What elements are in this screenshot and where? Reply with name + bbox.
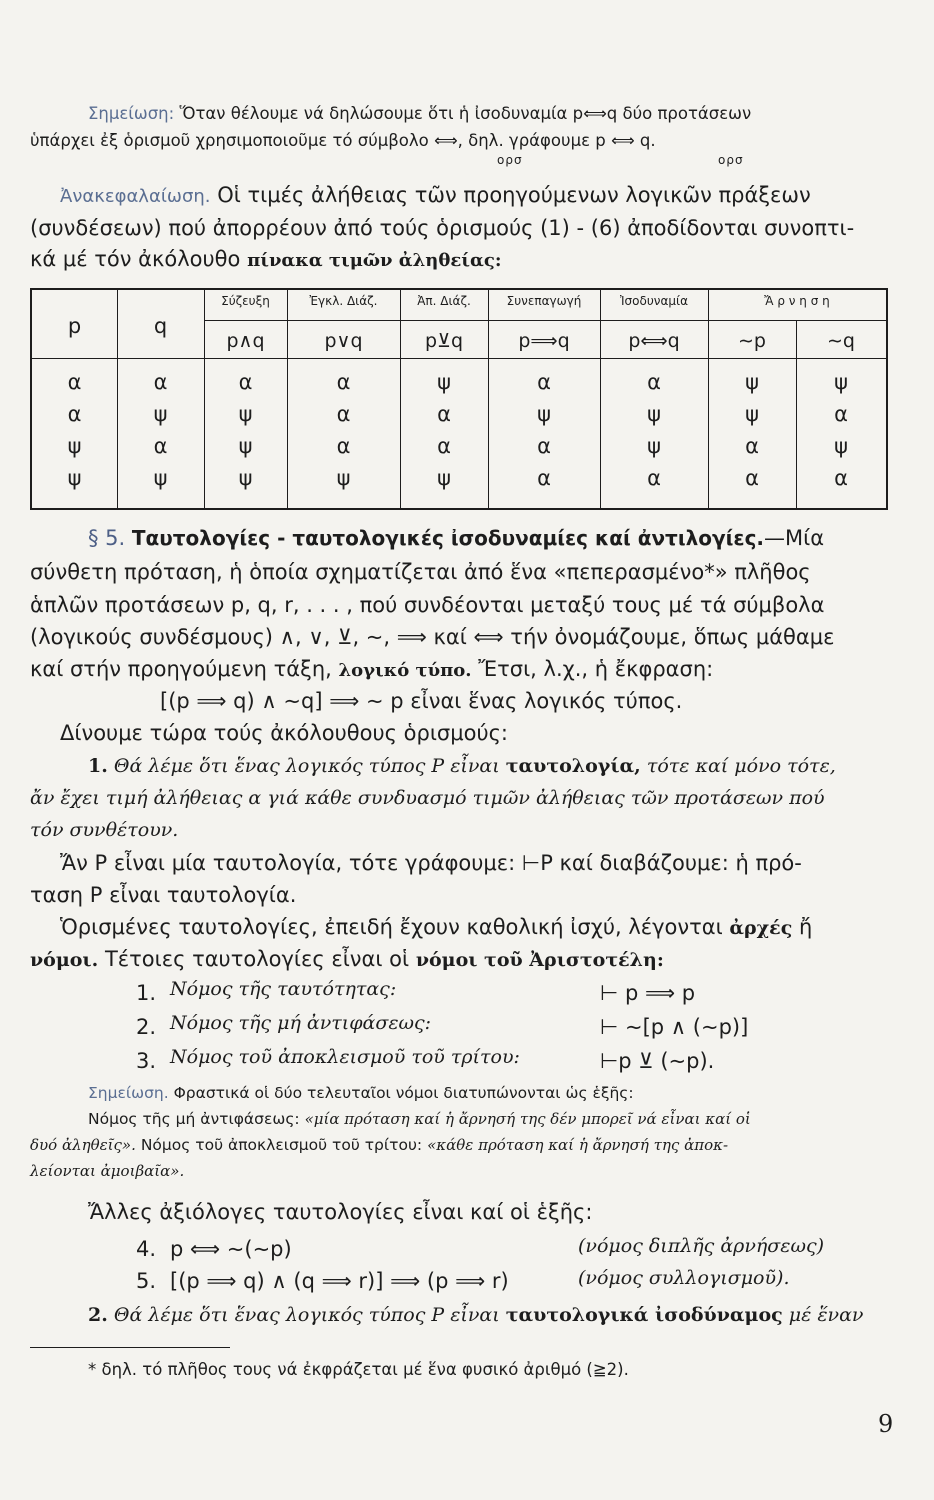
cell-r2-c1: α (67, 402, 82, 426)
cell-r1-c8: ψ (745, 370, 759, 394)
symbol-p-implies-q: p⟹q (518, 330, 570, 352)
law-1-name: Νόμος τῆς ταυτότητας: (170, 978, 397, 1000)
law-1-formula: ⊢ p ⟹ p (600, 981, 696, 1005)
tautology-term: ταυτολογία, (505, 755, 641, 777)
symbol-p-or-q: p∨q (324, 330, 363, 352)
header-q: q (153, 314, 168, 338)
section-5-line-7: Δίνουμε τώρα τούς ἀκόλουθους ὁρισμούς: (60, 721, 509, 745)
tautology-5-name: (νόμος συλλογισμοῦ). (578, 1267, 790, 1289)
summary-text-1: Οἱ τιμές ἀλήθειας τῶν προηγούμενων λογικῶν πράξεων (217, 183, 811, 207)
note-1-line-1 (88, 104, 751, 123)
principles-term: ἀρχές (729, 917, 793, 939)
note-1-label: Σημείωση: (88, 104, 175, 123)
law-2-name: Νόμος τῆς μή ἀντιφάσεως: (170, 1012, 432, 1034)
tautology-notation-line-2: ταση P εἶναι ταυτολογία. (30, 883, 297, 907)
tautology-5-number: 5. (136, 1269, 157, 1293)
law-1-number: 1. (136, 981, 157, 1005)
note-1-text-1: Ὅταν θέλουμε νά δηλώσουμε ὅτι ἡ ἰσοδυναμία p⟺q δύο προτάσεων (179, 104, 752, 123)
law-2-number: 2. (136, 1015, 157, 1039)
note-1-sub-2: ορσ (718, 153, 744, 167)
cell-r1-c4: α (336, 370, 351, 394)
section-5-line-4: (λογικούς συνδέσμους) ∧, ∨, ⊻, ∼, ⟹ καί ⟺ τήν ὀνομάζουμε, ὅπως μάθαμε (30, 625, 835, 649)
definition-2-line-1 (88, 1304, 863, 1326)
tautology-5-formula: [(p ⟹ q) ∧ (q ⟹ r)] ⟹ (p ⟹ r) (170, 1269, 509, 1293)
cell-r1-c7: α (647, 370, 661, 394)
cell-r2-c9: α (834, 402, 848, 426)
cell-r3-c8: α (745, 434, 759, 458)
section-5-text-5c: Ἔτσι, λ.χ., ἡ ἔκφραση: (478, 657, 714, 681)
symbol-p-iff-q: p⟺q (628, 330, 680, 352)
cell-r1-c5: ψ (437, 370, 451, 394)
tautologically-equivalent-term: ταυτολογικά ἰσοδύναμος (505, 1304, 783, 1326)
cell-r2-c6: ψ (537, 402, 551, 426)
laws-intro-text-2: Τέτοιες ταυτολογίες εἶναι οἱ (104, 947, 410, 971)
note-2-quote-1-end: δυό ἀληθεῖς». (30, 1136, 136, 1154)
laws-intro-or: ἤ (798, 915, 813, 939)
note-2-label: Σημείωση. (88, 1084, 169, 1102)
note-1-line-2: ὑπάρχει ἐξ ὁρισμοῦ χρησιμοποιοῦμε τό σύμβολο ⟺, δηλ. γράφουμε p ⟺ q. (30, 131, 656, 150)
definition-2-text-a: Θά λέμε ὅτι ἕνας λογικός τύπος P εἶναι (113, 1304, 500, 1326)
example-formula: [(p ⟹ q) ∧ ∼q] ⟹ ∼ p εἶναι ἕνας λογικός τύπος. (160, 689, 683, 713)
section-5-line1-tail: —Μία (764, 526, 825, 550)
cell-r2-c7: ψ (647, 402, 661, 426)
cell-r3-c4: α (336, 434, 351, 458)
note-2-text-3b: Νόμος τοῦ ἀποκλεισμοῦ τοῦ τρίτου: (140, 1136, 423, 1154)
footnote: * δηλ. τό πλῆθος τους νά ἐκφράζεται μέ ἕνα φυσικό ἀριθμό (≧2). (88, 1360, 629, 1379)
cell-r3-c2: α (153, 434, 168, 458)
cell-r4-c8: α (745, 466, 759, 490)
law-3-name: Νόμος τοῦ ἀποκλεισμοῦ τοῦ τρίτου: (170, 1046, 520, 1068)
cell-r2-c3: ψ (238, 402, 253, 426)
cell-r1-c1: α (67, 370, 82, 394)
note-2-quote-1: «μία πρόταση καί ἡ ἄρνησή της δέν μπορεῖ νά εἶναι καί οἱ (304, 1110, 751, 1128)
law-3-number: 3. (136, 1049, 157, 1073)
cell-r1-c9: ψ (834, 370, 848, 394)
cell-r3-c9: ψ (834, 434, 848, 458)
other-tautologies-intro: Ἄλλες ἀξιόλογες ταυτολογίες εἶναι καί οἱ ἑξῆς: (88, 1200, 593, 1224)
cell-r4-c5: ψ (437, 466, 451, 490)
note-1-sub-1: ορσ (497, 153, 523, 167)
header-p: p (67, 314, 82, 338)
cell-r1-c3: α (238, 370, 253, 394)
footnote-divider (30, 1347, 230, 1348)
cell-r2-c5: α (437, 402, 451, 426)
logical-formula-term: λογικό τύπο. (338, 660, 472, 681)
tautology-4-formula: p ⟺ ∼(∼p) (170, 1237, 292, 1261)
definition-2-text-c: μέ ἕναν (788, 1304, 864, 1326)
header-equivalence: Ἰσοδυναμία (619, 294, 688, 308)
symbol-not-q: ∼q (827, 330, 855, 352)
cell-r4-c1: ψ (67, 466, 82, 490)
note-2-line-2 (88, 1110, 751, 1128)
section-5-number: § 5. (88, 526, 126, 550)
cell-r4-c9: α (834, 466, 848, 490)
law-3-formula: ⊢p ⊻ (∼p). (600, 1049, 715, 1073)
header-conjunction: Σύζευξη (221, 294, 270, 308)
section-5-line-2: σύνθετη πρόταση, ἡ ὁποία σχηματίζεται ἀπό ἕνα «πεπερασμένο*» πλῆθος (30, 560, 811, 584)
cell-r3-c6: α (537, 434, 551, 458)
section-5-line-3: ἁπλῶν προτάσεων p, q, r, . . . , πού συνδέονται μεταξύ τους μέ τά σύμβολα (30, 593, 825, 617)
cell-r2-c8: ψ (745, 402, 759, 426)
definition-1-line-2: ἄν ἔχει τιμή ἀλήθειας α γιά κάθε συνδυασμό τιμῶν ἀλήθειας τῶν προτάσεων πού (30, 787, 825, 809)
law-2-formula: ⊢ ∼[p ∧ (∼p)] (600, 1015, 749, 1039)
cell-r4-c6: α (537, 466, 551, 490)
laws-intro-line-2 (30, 942, 664, 977)
section-5-heading (88, 521, 824, 555)
tautology-4-number: 4. (136, 1237, 157, 1261)
header-implication: Συνεπαγωγή (506, 294, 582, 308)
cell-r2-c4: α (336, 402, 351, 426)
cell-r3-c5: α (437, 434, 451, 458)
header-exclusive-disjunction: Ἀπ. Διάζ. (417, 294, 471, 308)
page-number: 9 (878, 1410, 894, 1438)
cell-r3-c1: ψ (67, 434, 82, 458)
laws-term: νόμοι. (30, 949, 99, 971)
cell-r4-c3: ψ (238, 466, 253, 490)
note-2-line-1 (88, 1084, 634, 1102)
summary-line-2: (συνδέσεων) πού ἀπορρέουν ἀπό τούς ὁρισμούς (1) - (6) ἀποδίδονται συνοπτι- (30, 216, 855, 240)
definition-1-line-1 (88, 755, 836, 777)
definition-1-text-1c: τότε καί μόνο τότε, (646, 755, 836, 777)
section-5-line-5 (30, 652, 713, 688)
laws-intro-text-1: Ὁρισμένες ταυτολογίες, ἐπειδή ἔχουν καθολική ἰσχύ, λέγονται (60, 915, 723, 939)
header-inclusive-disjunction: Ἐγκλ. Διάζ. (309, 294, 378, 308)
section-5-title: Ταυτολογίες - ταυτολογικές ἰσοδυναμίες καί ἀντιλογίες. (131, 526, 765, 550)
note-2-line-4: λείονται ἀμοιβαῖα». (30, 1162, 185, 1180)
symbol-p-xor-q: p⊻q (424, 330, 464, 352)
cell-r1-c2: α (153, 370, 168, 394)
summary-label: Ἀνακεφαλαίωση. (60, 186, 211, 207)
definition-1-text-1a: Θά λέμε ὅτι ἕνας λογικός τύπος P εἶναι (113, 755, 500, 777)
truth-table (30, 288, 888, 510)
tautology-notation-line-1: Ἄν P εἶναι μία ταυτολογία, τότε γράφουμε: ⊢P καί διαβάζουμε: ἡ πρό- (60, 851, 802, 875)
tautology-4-name: (νόμος διπλῆς ἀρνήσεως) (578, 1235, 824, 1257)
cell-r4-c4: ψ (336, 466, 351, 490)
laws-intro-line-1 (60, 910, 812, 945)
summary-text-3a: κά μέ τόν ἀκόλουθο (30, 247, 241, 271)
aristotle-laws-term: νόμοι τοῦ Ἀριστοτέλη: (415, 949, 664, 971)
summary-line-3 (30, 242, 501, 278)
summary-line-1 (60, 178, 811, 214)
symbol-p-and-q: p∧q (226, 330, 265, 352)
truth-table-term: πίνακα τιμῶν ἀληθείας: (247, 250, 502, 271)
definition-1-number: 1. (88, 755, 108, 777)
note-2-line-3 (30, 1136, 728, 1154)
cell-r3-c3: ψ (238, 434, 253, 458)
cell-r2-c2: ψ (153, 402, 168, 426)
cell-r3-c7: ψ (647, 434, 661, 458)
definition-2-number: 2. (88, 1304, 108, 1326)
symbol-not-p: ∼p (738, 330, 766, 352)
cell-r4-c2: ψ (153, 466, 168, 490)
note-2-quote-2: «κάθε πρόταση καί ἡ ἄρνησή της ἀποκ- (427, 1136, 729, 1154)
header-negation: Ἄ ρ ν η σ η (764, 294, 830, 308)
note-2-text-1: Φραστικά οἱ δύο τελευταῖοι νόμοι διατυπώνονται ὡς ἑξῆς: (173, 1084, 634, 1102)
cell-r4-c7: α (647, 466, 661, 490)
note-2-text-2a: Νόμος τῆς μή ἀντιφάσεως: (88, 1110, 300, 1128)
definition-1-line-3: τόν συνθέτουν. (30, 819, 179, 841)
section-5-text-5a: καί στήν προηγούμενη τάξη, (30, 657, 332, 681)
cell-r1-c6: α (537, 370, 551, 394)
